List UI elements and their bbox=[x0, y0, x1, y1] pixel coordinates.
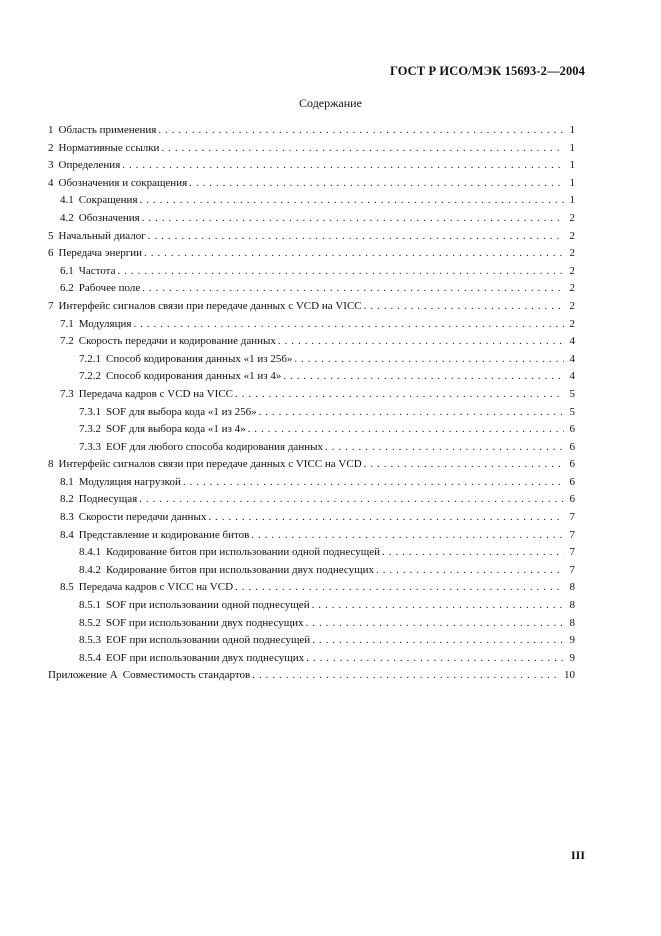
toc-entry[interactable] bbox=[48, 298, 575, 316]
toc-entry-page: 6 bbox=[569, 458, 575, 471]
toc-entry-page: 2 bbox=[569, 229, 575, 242]
toc-entry-page: 6 bbox=[569, 475, 575, 488]
toc-entry-number: 1 bbox=[48, 124, 54, 136]
toc-entry-number: 8.4 bbox=[60, 528, 74, 541]
toc-entry[interactable] bbox=[48, 579, 575, 597]
toc-entry-label: Передача кадров с VCD на VICC bbox=[78, 387, 234, 400]
toc-entry-number: 7.3.1 bbox=[79, 405, 101, 418]
toc-entry-page: 5 bbox=[569, 405, 575, 418]
table-of-contents bbox=[48, 122, 575, 685]
toc-entry-page: 10 bbox=[564, 669, 575, 682]
toc-entry[interactable] bbox=[48, 175, 575, 193]
toc-entry-number: 7 bbox=[48, 299, 54, 312]
toc-entry-number: 5 bbox=[48, 229, 54, 242]
toc-entry-label: SOF для выбора кода «1 из 256» bbox=[106, 405, 257, 418]
toc-entry-label: Обозначения и сокращения bbox=[58, 176, 188, 189]
toc-entry[interactable] bbox=[48, 597, 575, 615]
toc-entry-label: Интерфейс сигналов связи при передаче данных с VCD на VICC bbox=[58, 299, 362, 312]
toc-entry-number: 3 bbox=[48, 159, 54, 172]
toc-entry-label: Передача энергии bbox=[58, 247, 143, 260]
toc-dot-leader bbox=[294, 351, 564, 369]
toc-entry-label: Передача кадров с VICC на VCD bbox=[78, 581, 234, 594]
toc-entry[interactable] bbox=[48, 421, 575, 439]
toc-dot-leader bbox=[158, 122, 564, 140]
toc-entry-label: EOF при использовании двух поднесущих bbox=[106, 651, 305, 664]
toc-entry[interactable] bbox=[48, 122, 575, 140]
toc-entry-number: 7.3 bbox=[60, 387, 74, 400]
toc-dot-leader bbox=[183, 474, 564, 492]
toc-entry-page: 9 bbox=[569, 651, 575, 664]
toc-entry[interactable] bbox=[48, 157, 575, 175]
toc-entry[interactable] bbox=[48, 474, 575, 492]
toc-dot-leader bbox=[252, 667, 561, 685]
toc-dot-leader bbox=[312, 597, 564, 615]
toc-entry-number: 8.1 bbox=[60, 475, 74, 488]
toc-entry-page: 2 bbox=[569, 247, 575, 260]
toc-entry-label: Совместимость стандартов bbox=[122, 669, 251, 682]
toc-entry[interactable] bbox=[48, 192, 575, 210]
toc-entry-number: 6.2 bbox=[60, 282, 74, 295]
toc-entry-number: Приложение A bbox=[48, 669, 118, 682]
toc-entry[interactable] bbox=[48, 316, 575, 334]
page-number: III bbox=[570, 848, 585, 862]
toc-entry-label: EOF для любого способа кодирования данных bbox=[106, 440, 323, 453]
toc-entry-number: 8.5.1 bbox=[79, 599, 101, 612]
toc-entry-page: 7 bbox=[569, 546, 575, 559]
toc-entry-number: 7.3.3 bbox=[79, 440, 101, 453]
toc-entry-page: 1 bbox=[569, 194, 575, 207]
toc-entry-number: 7.2.2 bbox=[79, 370, 101, 383]
toc-entry-label: SOF для выбора кода «1 из 4» bbox=[106, 423, 246, 436]
toc-entry-label: Кодирование битов при использовании одной поднесущей bbox=[106, 546, 381, 559]
toc-entry-label: Способ кодирования данных «1 из 4» bbox=[106, 370, 282, 383]
toc-entry-label: Рабочее поле bbox=[78, 282, 141, 295]
toc-dot-leader bbox=[118, 263, 564, 281]
toc-dot-leader bbox=[142, 210, 564, 228]
toc-entry-label: Нормативные ссылки bbox=[58, 141, 160, 154]
toc-dot-leader bbox=[161, 140, 564, 158]
toc-entry-number: 6.1 bbox=[60, 264, 74, 277]
toc-entry[interactable] bbox=[48, 544, 575, 562]
toc-entry-number: 8.5.4 bbox=[79, 651, 101, 664]
toc-entry[interactable] bbox=[48, 210, 575, 228]
toc-entry-number: 7.2.1 bbox=[79, 352, 101, 365]
toc-dot-leader bbox=[283, 368, 564, 386]
toc-entry-number: 4.1 bbox=[60, 194, 74, 207]
toc-entry[interactable] bbox=[48, 280, 575, 298]
toc-dot-leader bbox=[259, 404, 564, 422]
toc-entry-page: 4 bbox=[569, 370, 575, 383]
toc-entry-number: 8.3 bbox=[60, 511, 74, 524]
toc-entry[interactable] bbox=[48, 632, 575, 650]
toc-dot-leader bbox=[139, 491, 564, 509]
toc-entry-number: 8.4.1 bbox=[79, 546, 101, 559]
toc-entry-page: 1 bbox=[569, 159, 575, 172]
toc-entry-page: 7 bbox=[569, 528, 575, 541]
toc-entry-label: Начальный диалог bbox=[58, 229, 146, 242]
toc-entry-page: 9 bbox=[569, 634, 575, 647]
toc-dot-leader bbox=[148, 228, 564, 246]
toc-entry-page: 8 bbox=[569, 616, 575, 629]
toc-entry[interactable] bbox=[48, 228, 575, 246]
toc-dot-leader bbox=[306, 615, 564, 633]
toc-dot-leader bbox=[312, 632, 564, 650]
toc-dot-leader bbox=[251, 527, 564, 545]
toc-entry[interactable] bbox=[48, 404, 575, 422]
toc-entry-page: 1 bbox=[569, 141, 575, 154]
toc-entry[interactable] bbox=[48, 263, 575, 281]
toc-dot-leader bbox=[306, 650, 564, 668]
toc-entry[interactable] bbox=[48, 491, 575, 509]
toc-entry[interactable] bbox=[48, 245, 575, 263]
toc-entry[interactable] bbox=[48, 509, 575, 527]
toc-entry-number: 2 bbox=[48, 141, 54, 154]
toc-dot-leader bbox=[122, 157, 564, 175]
toc-entry-page: 1 bbox=[569, 176, 575, 189]
toc-entry-page: 2 bbox=[569, 211, 575, 224]
toc-entry[interactable] bbox=[48, 333, 575, 351]
toc-entry-number: 4 bbox=[48, 176, 54, 189]
toc-entry-label: Область применения bbox=[58, 124, 157, 136]
toc-entry-label: Поднесущая bbox=[78, 493, 138, 506]
toc-entry-page: 4 bbox=[569, 352, 575, 365]
toc-entry-page: 2 bbox=[569, 282, 575, 295]
toc-dot-leader bbox=[142, 280, 564, 298]
toc-entry-label: SOF при использовании двух поднесущих bbox=[106, 616, 304, 629]
toc-entry-page: 7 bbox=[569, 511, 575, 524]
toc-dot-leader bbox=[144, 245, 564, 263]
toc-entry-label: Сокращения bbox=[78, 194, 138, 207]
toc-entry-label: Частота bbox=[78, 264, 116, 277]
toc-entry[interactable] bbox=[48, 368, 575, 386]
toc-entry-page: 2 bbox=[569, 317, 575, 330]
toc-entry-number: 8.2 bbox=[60, 493, 74, 506]
toc-entry[interactable] bbox=[48, 562, 575, 580]
toc-entry[interactable] bbox=[48, 650, 575, 668]
toc-entry-label: SOF при использовании одной поднесущей bbox=[106, 599, 310, 612]
toc-entry-page: 7 bbox=[569, 563, 575, 576]
toc-entry-number: 7.2 bbox=[60, 335, 74, 348]
toc-entry-label: Обозначения bbox=[78, 211, 140, 224]
toc-entry-label: Представление и кодирование битов bbox=[78, 528, 250, 541]
toc-dot-leader bbox=[278, 333, 564, 351]
toc-entry-label: Способ кодирования данных «1 из 256» bbox=[106, 352, 293, 365]
toc-entry[interactable] bbox=[48, 527, 575, 545]
toc-entry-page: 2 bbox=[569, 264, 575, 277]
toc-entry[interactable] bbox=[48, 351, 575, 369]
toc-entry[interactable] bbox=[48, 140, 575, 158]
toc-dot-leader bbox=[208, 509, 564, 527]
toc-entry-number: 4.2 bbox=[60, 211, 74, 224]
toc-dot-leader bbox=[140, 192, 565, 210]
toc-dot-leader bbox=[325, 439, 564, 457]
toc-entry-page: 6 bbox=[569, 423, 575, 436]
toc-dot-leader bbox=[376, 562, 564, 580]
toc-dot-leader bbox=[189, 175, 564, 193]
toc-entry-page: 1 bbox=[569, 124, 575, 136]
toc-entry-number: 6 bbox=[48, 247, 54, 260]
toc-entry-number: 8.5.2 bbox=[79, 616, 101, 629]
toc-entry-number: 8.5.3 bbox=[79, 634, 101, 647]
toc-entry-number: 7.1 bbox=[60, 317, 74, 330]
toc-entry[interactable] bbox=[48, 439, 575, 457]
toc-entry-label: Интерфейс сигналов связи при передаче данных с VICC на VCD bbox=[58, 458, 362, 471]
toc-entry[interactable] bbox=[48, 456, 575, 474]
document-code-header: ГОСТ Р ИСО/МЭК 15693-2—2004 bbox=[389, 64, 585, 78]
toc-entry-number: 7.3.2 bbox=[79, 423, 101, 436]
toc-entry[interactable] bbox=[48, 667, 575, 685]
toc-entry-label: Кодирование битов при использовании двух поднесущих bbox=[106, 563, 375, 576]
toc-dot-leader bbox=[235, 386, 564, 404]
toc-dot-leader bbox=[364, 456, 564, 474]
toc-entry-page: 8 bbox=[569, 599, 575, 612]
toc-entry-label: Модуляция нагрузкой bbox=[78, 475, 181, 488]
toc-dot-leader bbox=[133, 316, 564, 334]
toc-title: Содержание bbox=[299, 96, 362, 110]
toc-dot-leader bbox=[248, 421, 564, 439]
toc-entry-page: 4 bbox=[569, 335, 575, 348]
toc-dot-leader bbox=[235, 579, 564, 597]
toc-entry-page: 2 bbox=[569, 299, 575, 312]
toc-entry-label: Модуляция bbox=[78, 317, 132, 330]
toc-entry-label: Скорость передачи и кодирование данных bbox=[78, 335, 276, 348]
toc-entry-number: 8.5 bbox=[60, 581, 74, 594]
toc-dot-leader bbox=[382, 544, 564, 562]
toc-dot-leader bbox=[364, 298, 564, 316]
toc-entry-page: 6 bbox=[569, 440, 575, 453]
toc-entry[interactable] bbox=[48, 615, 575, 633]
toc-entry-page: 5 bbox=[569, 387, 575, 400]
toc-entry-page: 6 bbox=[569, 493, 575, 506]
toc-entry-page: 8 bbox=[569, 581, 575, 594]
toc-entry-label: Скорости передачи данных bbox=[78, 511, 207, 524]
toc-entry[interactable] bbox=[48, 386, 575, 404]
toc-entry-label: Определения bbox=[58, 159, 121, 172]
toc-entry-label: EOF при использовании одной поднесущей bbox=[106, 634, 311, 647]
toc-entry-number: 8 bbox=[48, 458, 54, 471]
toc-entry-number: 8.4.2 bbox=[79, 563, 101, 576]
